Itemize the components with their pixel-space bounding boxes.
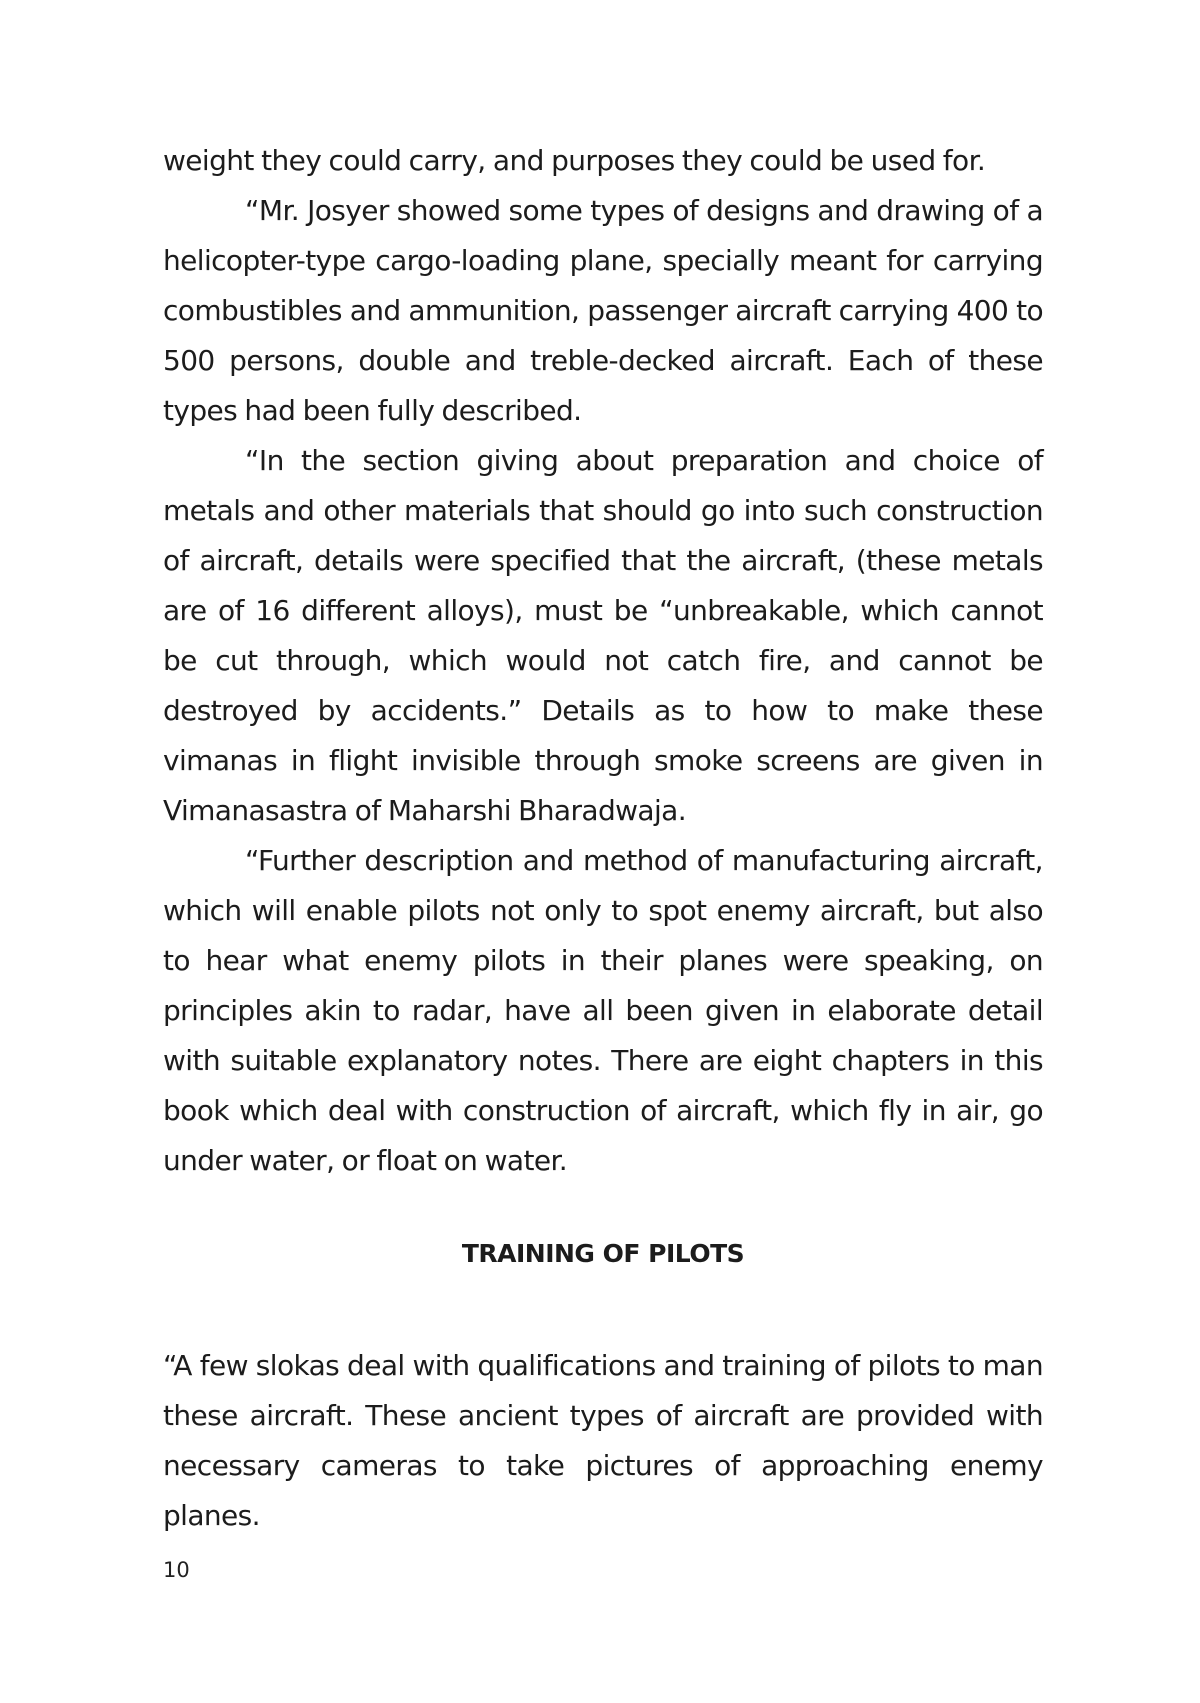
paragraph-josyer-designs: “Mr. Josyer showed some types of designs and drawing of a helicopter-type cargo-loading plane, specially meant for carrying combustibles and ammunition, passenger aircraft carrying 400 to 500 persons, double and treble-decked aircraft. Each of these types had been fully described. [163, 194, 1043, 427]
page-number: 10 [163, 1558, 190, 1582]
paragraph-continuation: weight they could carry, and purposes they could be used for. [163, 144, 986, 177]
paragraph-pilots-training: “A few slokas deal with qualifications and training of pilots to man these aircraft. These ancient types of aircraft are provided with necessary cameras to take pictures of approaching enemy planes. [163, 1349, 1043, 1532]
body-text-section-2 [163, 1341, 1043, 1541]
section-heading: TRAINING OF PILOTS [461, 1239, 745, 1268]
paragraph-manufacturing: “Further description and method of manufacturing aircraft, which will enable pilots not only to spot enemy aircraft, but also to hear what enemy pilots in their planes were speaking, on principles akin to radar, have all been given in elaborate detail with suitable explanatory notes. There are eight chapters in this book which deal with construction of aircraft, which fly in air, go under water, or float on water. [163, 844, 1043, 1177]
body-text-section-1 [163, 136, 1043, 1186]
paragraph-metals: “In the section giving about preparation and choice of metals and other materials that should go into such construction of aircraft, details were specified that the aircraft, (these metals are of 16 different alloys), must be “unbreakable, which cannot be cut through, which would not catch fire, and cannot be destroyed by accidents.” Details as to how to make these vimanas in flight invisible through smoke screens are given in Vimanasastra of Maharshi Bharadwaja. [163, 444, 1043, 827]
